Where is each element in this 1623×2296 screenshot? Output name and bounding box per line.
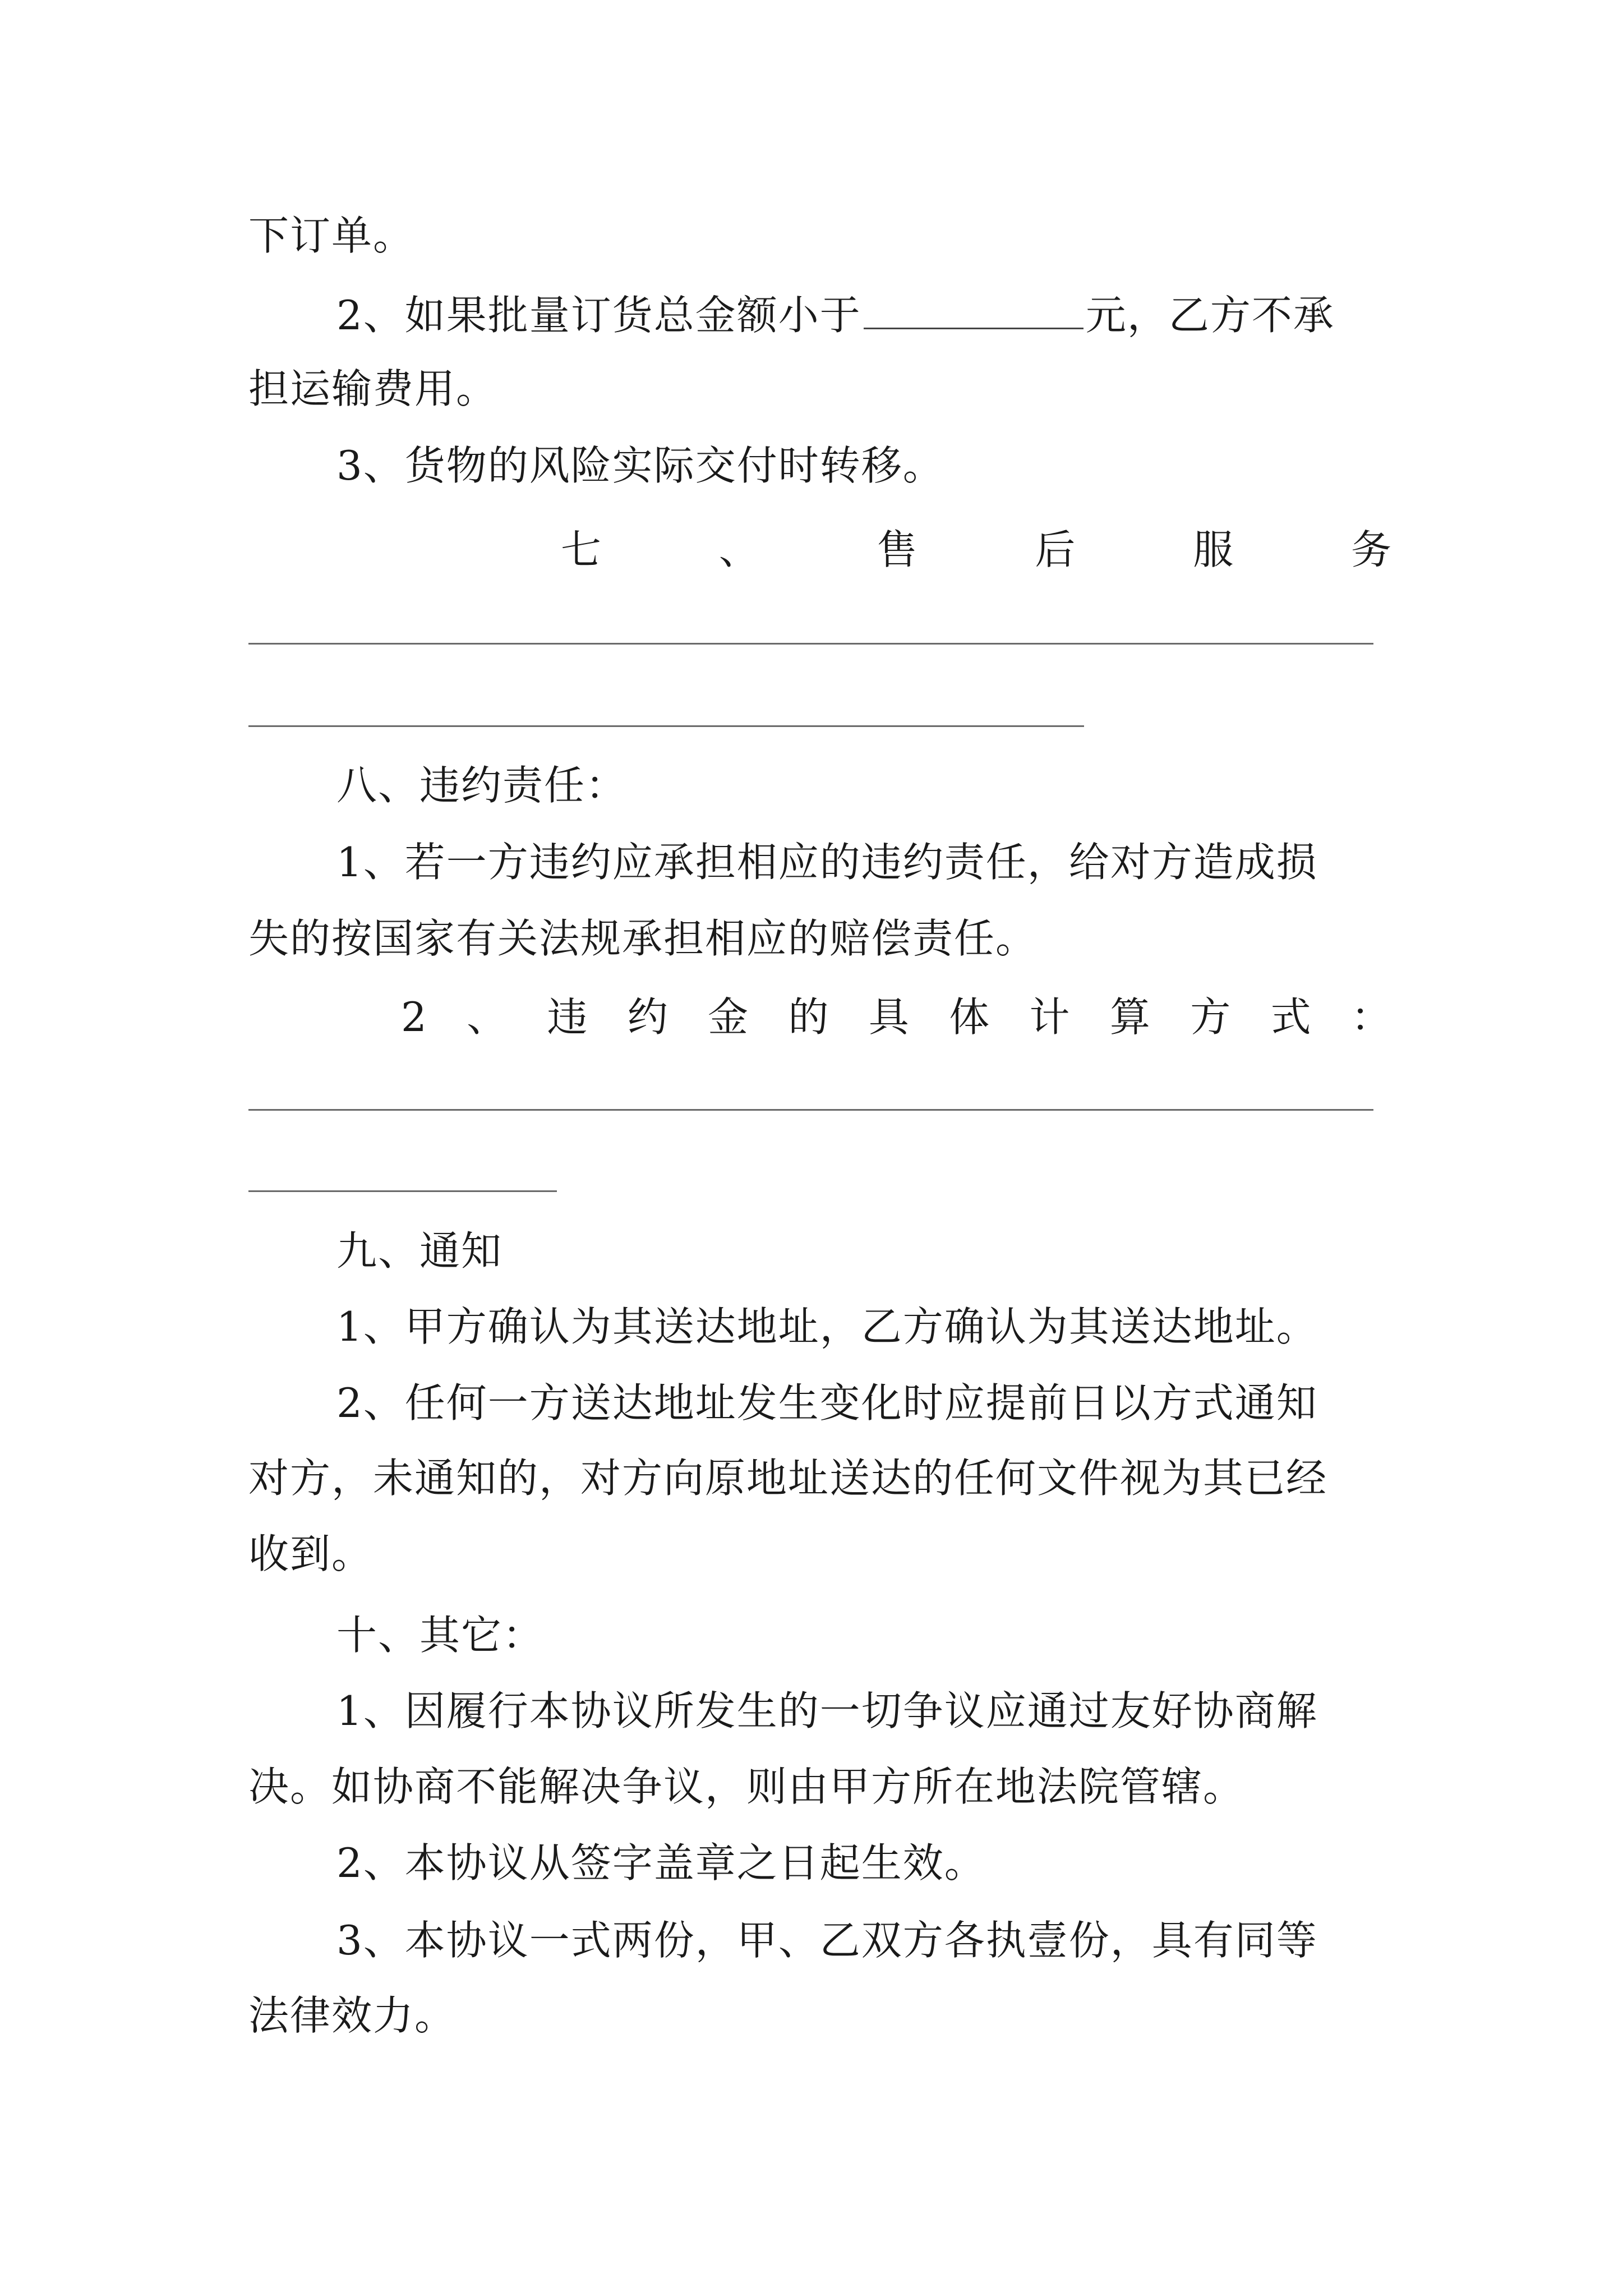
clause-6-2-line-1 — [336, 287, 1393, 341]
clause-10-3-line-1: 3、本协议一式两份，甲、乙双方各执壹份，具有同等 — [336, 1917, 1318, 1964]
clause-6-3: 3、货物的风险实际交付时转移。 — [336, 442, 944, 489]
section-7-char: 、 — [718, 526, 760, 573]
section-7-char: 售 — [877, 526, 919, 573]
clause-8-2-char: 、 — [467, 993, 509, 1041]
amount-blank — [864, 287, 1083, 329]
clause-8-1-line-2: 失的按国家有关法规承担相应的赔偿责任。 — [248, 915, 1038, 962]
clause-10-3-line-2: 法律效力。 — [248, 1992, 457, 2039]
clause-8-2-char: 计 — [1029, 993, 1071, 1041]
section-7-char: 务 — [1350, 526, 1393, 573]
clause-8-2-char: 具 — [868, 993, 910, 1041]
clause-10-1-line-1: 1、因履行本协议所发生的一切争议应通过友好协商解 — [336, 1687, 1318, 1734]
section-7-blank-line-2 — [248, 725, 1084, 727]
clause-6-2-line-2: 担运输费用。 — [248, 365, 498, 412]
section-8-heading: 八、违约责任： — [336, 762, 628, 809]
clause-6-2-text-after: 元，乙方不承 — [1085, 292, 1335, 339]
clause-9-2-line-1: 2、任何一方送达地址发生变化时应提前日以方式通知 — [336, 1379, 1318, 1427]
clause-10-2: 2、本协议从签字盖章之日起生效。 — [336, 1839, 986, 1887]
clause-8-2-char: 体 — [949, 993, 991, 1041]
clause-8-2-char: 违 — [547, 993, 589, 1041]
clause-8-2-blank-line-1 — [248, 1109, 1373, 1111]
section-9-heading: 九、通知 — [336, 1227, 503, 1274]
clause-8-2-char: 算 — [1109, 993, 1151, 1041]
clause-8-2-char: 方 — [1190, 993, 1232, 1041]
section-7-char: 后 — [1035, 526, 1077, 573]
clause-8-2-heading — [401, 992, 1393, 1042]
clause-6-2-text-before: 2、如果批量订货总金额小于 — [336, 292, 861, 339]
text-line-order: 下订单。 — [248, 212, 415, 259]
clause-8-1-line-1: 1、若一方违约应承担相应的违约责任，给对方造成损 — [336, 839, 1318, 886]
clause-10-1-line-2: 决。如协商不能解决争议，则由甲方所在地法院管辖。 — [248, 1763, 1245, 1810]
section-7-heading — [561, 524, 1393, 575]
section-7-blank-line-1 — [248, 643, 1373, 645]
clause-8-2-char: ： — [1350, 993, 1393, 1041]
clause-8-2-char: 2 — [401, 993, 428, 1041]
clause-8-2-char: 约 — [627, 993, 669, 1041]
section-10-heading: 十、其它： — [336, 1612, 545, 1659]
clause-8-2-char: 式 — [1270, 993, 1312, 1041]
clause-8-2-char: 的 — [788, 993, 830, 1041]
clause-9-2-line-2: 对方，未通知的，对方向原地址送达的任何文件视为其已经 — [248, 1455, 1328, 1502]
clause-8-2-blank-line-2 — [248, 1190, 557, 1192]
clause-8-2-char: 金 — [708, 993, 750, 1041]
clause-9-1: 1、甲方确认为其送达地址，乙方确认为其送达地址。 — [336, 1303, 1318, 1350]
section-7-char: 服 — [1193, 526, 1235, 573]
clause-9-2-line-3: 收到。 — [248, 1530, 374, 1577]
section-7-char: 七 — [561, 526, 603, 573]
